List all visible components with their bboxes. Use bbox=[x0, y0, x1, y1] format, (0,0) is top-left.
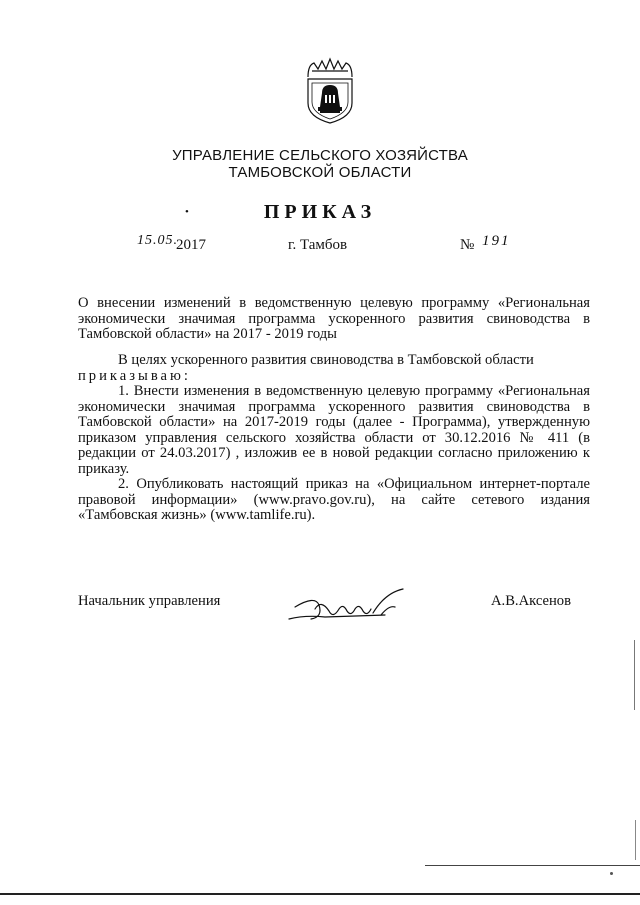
tambov-coat-of-arms-icon bbox=[300, 55, 360, 125]
handwritten-signature bbox=[285, 585, 425, 635]
document-city: г. Тамбов bbox=[288, 237, 348, 253]
scan-mark: • bbox=[185, 206, 189, 218]
handwritten-number: 191 bbox=[482, 233, 511, 249]
preamble: В целях ускоренного развития свиноводства в Тамбовской области bbox=[118, 352, 534, 368]
order-item-2: 2. Опубликовать настоящий приказ на «Официальном интернет-портале правовой информации» (www.pravo.gov.ru), на сайте сетевого издания «Тамбовская жизнь» (www.tamlife.ru). bbox=[78, 476, 590, 523]
organization-name-line2: ТАМБОВСКОЙ ОБЛАСТИ bbox=[228, 164, 412, 181]
order-word: приказываю: bbox=[78, 367, 191, 384]
scan-edge bbox=[634, 640, 635, 710]
document-year: 2017 bbox=[176, 237, 206, 253]
signatory-position: Начальник управления bbox=[78, 593, 221, 609]
number-label: № bbox=[460, 237, 475, 253]
scan-line bbox=[425, 865, 640, 866]
signatory-name: А.В.Аксенов bbox=[491, 593, 571, 609]
scan-dot bbox=[610, 872, 613, 875]
scan-edge bbox=[635, 820, 636, 860]
organization-name-line1: УПРАВЛЕНИЕ СЕЛЬСКОГО ХОЗЯЙСТВА bbox=[172, 147, 468, 164]
document-title: ПРИКАЗ bbox=[263, 201, 377, 223]
handwritten-date: 15.05. bbox=[137, 233, 178, 248]
scan-border bbox=[0, 893, 640, 895]
order-body bbox=[78, 353, 590, 524]
order-subject: О внесении изменений в ведомственную целевую программу «Региональная экономически значимая программа ускоренного развития свиноводства в Тамбовской области» на 2017 - 2019 годы bbox=[78, 295, 590, 342]
order-item-1: 1. Внести изменения в ведомственную целевую программу «Региональная экономически значимая программа ускоренного развития свиноводства в Тамбовской области» на 2017-2019 годы (далее - Программа), утвержденную приказом управления сельского хозяйства области от 30.12.2016 № 411 (в редакции от 24.03.2017) , изложив ее в новой редакции согласно приложению к приказу. bbox=[78, 383, 590, 477]
